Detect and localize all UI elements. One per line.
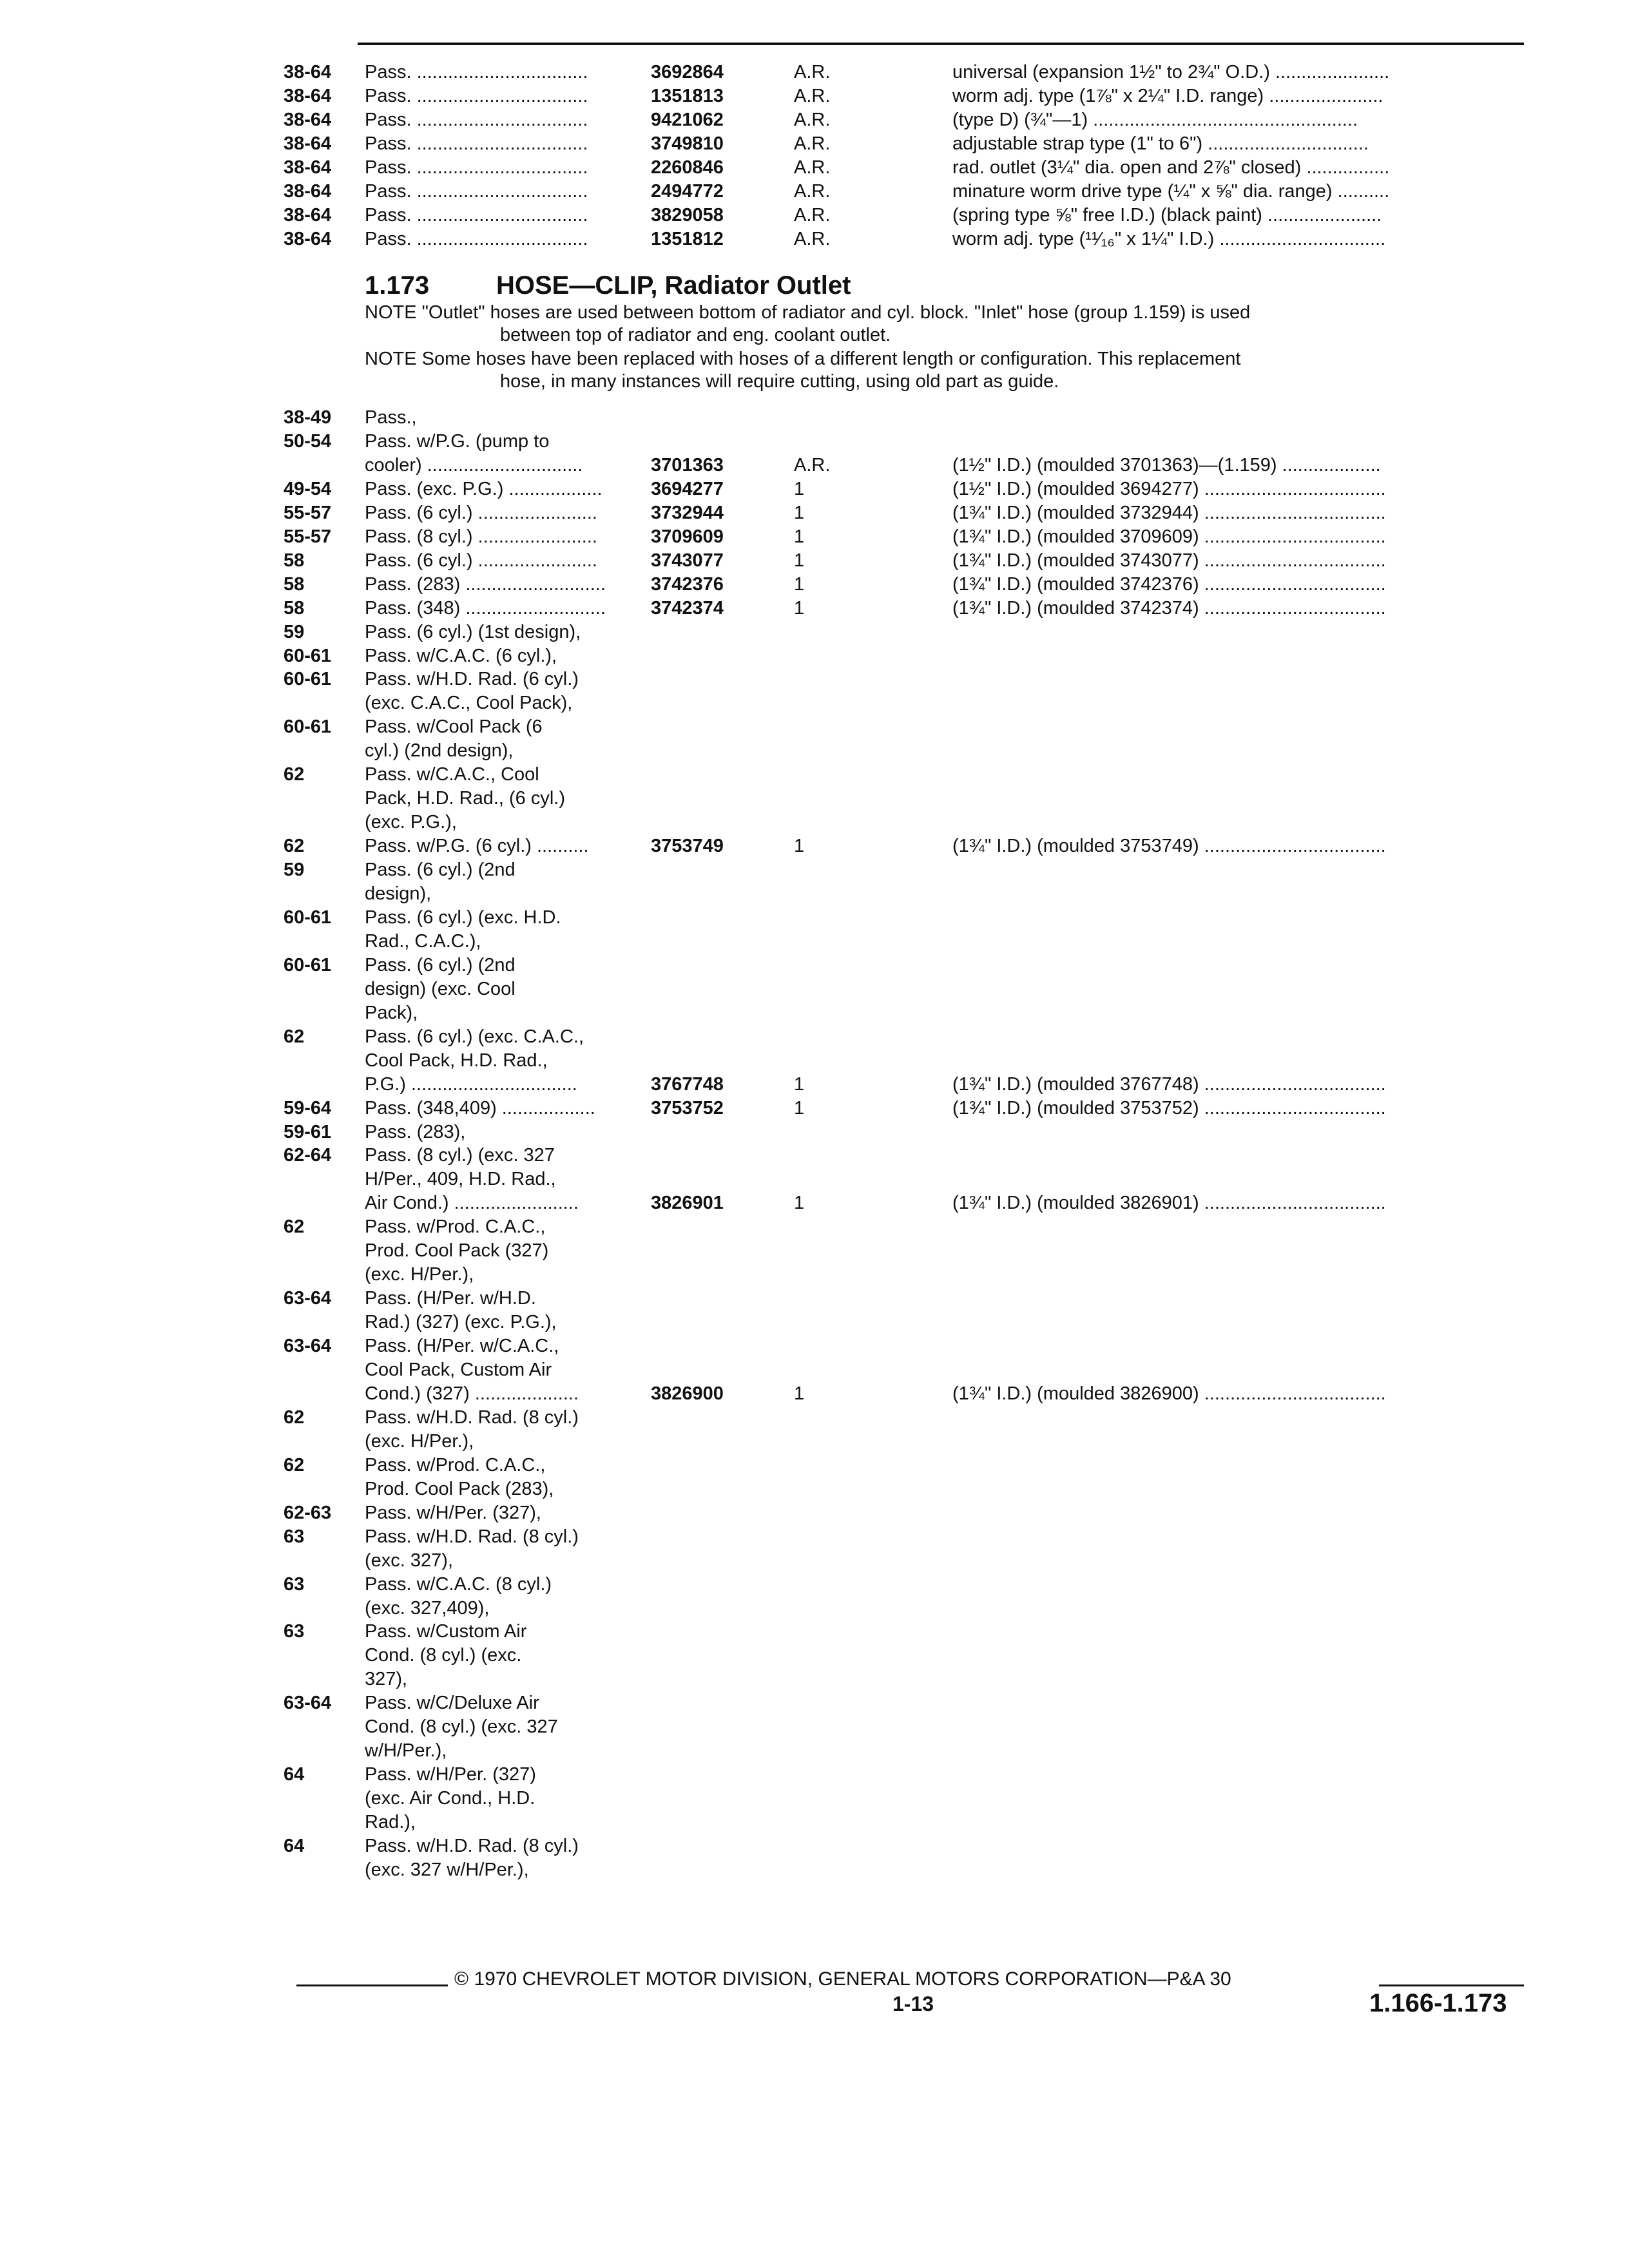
description-cell: Pass. w/H.D. Rad. (6 cyl.) — [365, 669, 579, 690]
year-cell: 62-63 — [284, 1502, 332, 1523]
remarks-cell: adjustable strap type (1" to 6") ............................... — [952, 133, 1369, 154]
part-number-cell: 3692864 — [651, 62, 724, 82]
year-cell: 55-57 — [284, 502, 332, 523]
description-cell: P.G.) ................................ — [365, 1073, 577, 1095]
top-rule — [358, 43, 1524, 45]
quantity-cell: A.R. — [794, 62, 831, 82]
description-cell: Pass. (6 cyl.) ....................... — [365, 502, 597, 523]
description-cell: Pass. (283), — [365, 1121, 466, 1142]
year-cell: 58 — [284, 573, 305, 595]
quantity-cell: 1 — [794, 526, 805, 547]
description-cell: Pass. w/P.G. (pump to — [365, 430, 550, 452]
quantity-cell: A.R. — [794, 181, 831, 202]
year-cell: 38-64 — [284, 157, 332, 178]
description-cell: Pass. (348) ........................... — [365, 597, 606, 619]
year-cell: 64 — [284, 1836, 305, 1856]
description-cell: Pass. ................................. — [365, 181, 588, 202]
description-cell: cyl.) (2nd design), — [365, 740, 514, 762]
description-cell: Pass. (6 cyl.) (2nd — [365, 860, 516, 881]
footer-rule-left — [296, 1984, 448, 1986]
description-cell: (exc. C.A.C., Cool Pack), — [365, 693, 573, 714]
description-cell: Pass. (6 cyl.) ....................... — [365, 550, 597, 571]
remarks-cell: (type D) (¾"—1) ................................................... — [952, 110, 1358, 130]
year-cell: 60-61 — [284, 907, 332, 928]
note-line: between top of radiator and eng. coolant outlet. — [500, 325, 891, 345]
footer-copyright: © 1970 CHEVROLET MOTOR DIVISION, GENERAL MOTORS CORPORATION—P&A 30 — [454, 1968, 1231, 1990]
quantity-cell: 1 — [794, 573, 805, 595]
description-cell: (exc. 327 w/H/Per.), — [365, 1859, 529, 1880]
part-number-cell: 3742376 — [651, 573, 724, 595]
description-cell: Cool Pack, H.D. Rad., — [365, 1050, 548, 1071]
description-cell: (exc. H/Per.), — [365, 1430, 474, 1452]
part-number-cell: 3753749 — [651, 836, 724, 857]
year-cell: 38-64 — [284, 181, 332, 202]
year-cell: 50-54 — [284, 430, 332, 452]
year-cell: 64 — [284, 1764, 305, 1785]
year-cell: 63-64 — [284, 1693, 332, 1714]
description-cell: (exc. H/Per.), — [365, 1264, 474, 1285]
quantity-cell: A.R. — [794, 133, 831, 154]
remarks-cell: (1½" I.D.) (moulded 3701363)—(1.159) ................... — [952, 454, 1381, 476]
part-number-cell: 2260846 — [651, 157, 724, 178]
quantity-cell: 1 — [794, 550, 805, 571]
description-cell: Cond. (8 cyl.) (exc. — [365, 1645, 522, 1666]
description-cell: Rad.), — [365, 1812, 416, 1833]
description-cell: Pass. ................................. — [365, 157, 588, 178]
part-number-cell: 3826901 — [651, 1193, 724, 1214]
remarks-cell: (1¾" I.D.) (moulded 3742374) ................................... — [952, 597, 1386, 619]
description-cell: Prod. Cool Pack (283), — [365, 1478, 554, 1499]
page-number: 1-13 — [892, 1992, 934, 2015]
year-cell: 63-64 — [284, 1288, 332, 1309]
description-cell: H/Per., 409, H.D. Rad., — [365, 1169, 556, 1190]
description-cell: Pass. ................................. — [365, 229, 588, 249]
description-cell: (exc. P.G.), — [365, 812, 457, 833]
remarks-cell: (spring type ⅝" free I.D.) (black paint) ...................... — [952, 205, 1382, 226]
year-cell: 38-64 — [284, 229, 332, 249]
year-cell: 38-64 — [284, 62, 332, 82]
year-cell: 60-61 — [284, 669, 332, 690]
year-cell: 62 — [284, 836, 305, 857]
description-cell: Pass. (283) ........................... — [365, 573, 606, 595]
description-cell: Pass. w/Prod. C.A.C., — [365, 1216, 546, 1238]
year-cell: 63-64 — [284, 1336, 332, 1357]
description-cell: Pass. (H/Per. w/H.D. — [365, 1288, 536, 1309]
description-cell: Pass. (6 cyl.) (2nd — [365, 954, 516, 975]
quantity-cell: 1 — [794, 836, 805, 857]
description-cell: (exc. 327,409), — [365, 1597, 490, 1619]
description-cell: Cond. (8 cyl.) (exc. 327 — [365, 1716, 558, 1738]
description-cell: Pass. w/H/Per. (327), — [365, 1502, 541, 1523]
description-cell: Air Cond.) ........................ — [365, 1193, 579, 1214]
description-cell: Pass. (8 cyl.) (exc. 327 — [365, 1145, 555, 1166]
remarks-cell: (1¾" I.D.) (moulded 3826900) ................................... — [952, 1383, 1386, 1404]
year-cell: 59-61 — [284, 1121, 332, 1142]
year-cell: 59 — [284, 860, 305, 881]
part-number-cell: 3743077 — [651, 550, 724, 571]
note-line: NOTE "Outlet" hoses are used between bottom of radiator and cyl. block. "Inlet" hose (group 1.159) is used — [365, 302, 1251, 323]
remarks-cell: (1¾" I.D.) (moulded 3732944) ................................... — [952, 502, 1386, 523]
description-cell: Pass. ................................. — [365, 205, 588, 226]
quantity-cell: A.R. — [794, 205, 831, 226]
quantity-cell: A.R. — [794, 110, 831, 130]
year-cell: 62 — [284, 1407, 305, 1428]
section-title: HOSE—CLIP, Radiator Outlet — [496, 271, 851, 300]
year-cell: 38-64 — [284, 86, 332, 106]
description-cell: (exc. Air Cond., H.D. — [365, 1788, 535, 1809]
year-cell: 60-61 — [284, 954, 332, 975]
description-cell: Pass. (8 cyl.) ....................... — [365, 526, 597, 547]
remarks-cell: (1¾" I.D.) (moulded 3826901) ................................... — [952, 1193, 1386, 1214]
quantity-cell: 1 — [794, 1383, 805, 1404]
description-cell: Pass. w/H/Per. (327) — [365, 1764, 536, 1785]
remarks-cell: (1¾" I.D.) (moulded 3743077) ................................... — [952, 550, 1386, 571]
description-cell: cooler) .............................. — [365, 454, 583, 476]
remarks-cell: (1¾" I.D.) (moulded 3742376) ................................... — [952, 573, 1386, 595]
part-number-cell: 1351813 — [651, 86, 724, 106]
remarks-cell: worm adj. type (1⅞" x 2¼" I.D. range) ...................... — [952, 86, 1383, 106]
description-cell: Pass. w/H.D. Rad. (8 cyl.) — [365, 1526, 579, 1547]
description-cell: Pass. w/Cool Pack (6 — [365, 716, 543, 738]
quantity-cell: A.R. — [794, 157, 831, 178]
year-cell: 62 — [284, 1026, 305, 1047]
quantity-cell: 1 — [794, 1097, 805, 1119]
description-cell: Rad., C.A.C.), — [365, 930, 481, 952]
description-cell: Pass. (6 cyl.) (1st design), — [365, 621, 581, 642]
description-cell: Pass. w/C/Deluxe Air — [365, 1693, 539, 1714]
description-cell: design) (exc. Cool — [365, 978, 516, 999]
description-cell: Pass. (348,409) .................. — [365, 1097, 595, 1119]
part-number-cell: 2494772 — [651, 181, 724, 202]
footer-rule-right — [1379, 1984, 1524, 1986]
description-cell: Pass. w/Prod. C.A.C., — [365, 1454, 546, 1475]
remarks-cell: worm adj. type (¹¹⁄₁₆" x 1¼" I.D.) ................................ — [952, 229, 1386, 249]
year-cell: 60-61 — [284, 645, 332, 666]
description-cell: Pass. w/Custom Air — [365, 1621, 527, 1642]
quantity-cell: 1 — [794, 478, 805, 499]
year-cell: 63 — [284, 1526, 305, 1547]
description-cell: design), — [365, 883, 432, 904]
remarks-cell: minature worm drive type (¼" x ⅝" dia. range) .......... — [952, 181, 1390, 202]
group-range: 1.166-1.173 — [1369, 1989, 1507, 2017]
quantity-cell: A.R. — [794, 454, 831, 476]
description-cell: Cond.) (327) .................... — [365, 1383, 579, 1404]
note-line: hose, in many instances will require cutting, using old part as guide. — [500, 371, 1059, 392]
year-cell: 38-49 — [284, 407, 332, 428]
year-cell: 38-64 — [284, 205, 332, 226]
description-cell: w/H/Per.), — [365, 1740, 447, 1762]
description-cell: Pass. w/H.D. Rad. (8 cyl.) — [365, 1407, 579, 1428]
description-cell: Pass. ................................. — [365, 62, 588, 82]
section-number: 1.173 — [365, 271, 430, 300]
description-cell: Pass. (6 cyl.) (exc. C.A.C., — [365, 1026, 584, 1047]
description-cell: Pass., — [365, 407, 417, 428]
part-number-cell: 3732944 — [651, 502, 724, 523]
year-cell: 63 — [284, 1621, 305, 1642]
description-cell: Pass. w/P.G. (6 cyl.) .......... — [365, 836, 589, 857]
quantity-cell: 1 — [794, 502, 805, 523]
description-cell: (exc. 327), — [365, 1550, 453, 1571]
description-cell: Pack), — [365, 1002, 418, 1023]
description-cell: Pass. (H/Per. w/C.A.C., — [365, 1336, 559, 1357]
description-cell: Pass. (exc. P.G.) .................. — [365, 478, 602, 499]
quantity-cell: 1 — [794, 597, 805, 619]
description-cell: Pass. ................................. — [365, 110, 588, 130]
note-outlet-inlet — [365, 302, 1544, 347]
remarks-cell: universal (expansion 1½" to 2¾" O.D.) ...................... — [952, 62, 1390, 82]
remarks-cell: (1¾" I.D.) (moulded 3767748) ................................... — [952, 1073, 1386, 1095]
description-cell: Pass. ................................. — [365, 86, 588, 106]
part-number-cell: 3742374 — [651, 597, 724, 619]
year-cell: 38-64 — [284, 110, 332, 130]
description-cell: Pass. w/C.A.C., Cool — [365, 764, 539, 785]
quantity-cell: 1 — [794, 1193, 805, 1214]
part-number-cell: 9421062 — [651, 110, 724, 130]
part-number-cell: 3709609 — [651, 526, 724, 547]
description-cell: Pass. w/H.D. Rad. (8 cyl.) — [365, 1836, 579, 1856]
year-cell: 63 — [284, 1573, 305, 1595]
remarks-cell: (1¾" I.D.) (moulded 3753752) ................................... — [952, 1097, 1386, 1119]
part-number-cell: 3767748 — [651, 1073, 724, 1095]
quantity-cell: A.R. — [794, 229, 831, 249]
note-line: NOTE Some hoses have been replaced with hoses of a different length or configuration. This replacement — [365, 349, 1241, 369]
description-cell: Cool Pack, Custom Air — [365, 1360, 552, 1380]
description-cell: 327), — [365, 1669, 408, 1690]
remarks-cell: rad. outlet (3¼" dia. open and 2⅞" closed) ................ — [952, 157, 1390, 178]
description-cell: Pass. (6 cyl.) (exc. H.D. — [365, 907, 561, 928]
year-cell: 49-54 — [284, 478, 332, 499]
note-replacement — [365, 348, 1544, 393]
description-cell: Pass. w/C.A.C. (6 cyl.), — [365, 645, 557, 666]
quantity-cell: A.R. — [794, 86, 831, 106]
remarks-cell: (1½" I.D.) (moulded 3694277) ................................... — [952, 478, 1386, 499]
quantity-cell: 1 — [794, 1073, 805, 1095]
year-cell: 60-61 — [284, 716, 332, 738]
description-cell: Pack, H.D. Rad., (6 cyl.) — [365, 788, 566, 809]
year-cell: 62 — [284, 1454, 305, 1475]
remarks-cell: (1¾" I.D.) (moulded 3753749) ................................... — [952, 836, 1386, 857]
year-cell: 59 — [284, 621, 305, 642]
part-number-cell: 3694277 — [651, 478, 724, 499]
year-cell: 62-64 — [284, 1145, 332, 1166]
year-cell: 59-64 — [284, 1097, 332, 1119]
year-cell: 58 — [284, 550, 305, 571]
description-cell: Pass. ................................. — [365, 133, 588, 154]
remarks-cell: (1¾" I.D.) (moulded 3709609) ................................... — [952, 526, 1386, 547]
year-cell: 62 — [284, 764, 305, 785]
year-cell: 62 — [284, 1216, 305, 1238]
part-number-cell: 3701363 — [651, 454, 724, 476]
year-cell: 55-57 — [284, 526, 332, 547]
part-number-cell: 3753752 — [651, 1097, 724, 1119]
year-cell: 58 — [284, 597, 305, 619]
part-number-cell: 3749810 — [651, 133, 724, 154]
part-number-cell: 1351812 — [651, 229, 724, 249]
year-cell: 38-64 — [284, 133, 332, 154]
part-number-cell: 3829058 — [651, 205, 724, 226]
description-cell: Rad.) (327) (exc. P.G.), — [365, 1312, 557, 1333]
part-number-cell: 3826900 — [651, 1383, 724, 1404]
description-cell: Prod. Cool Pack (327) — [365, 1240, 549, 1262]
description-cell: Pass. w/C.A.C. (8 cyl.) — [365, 1573, 552, 1595]
